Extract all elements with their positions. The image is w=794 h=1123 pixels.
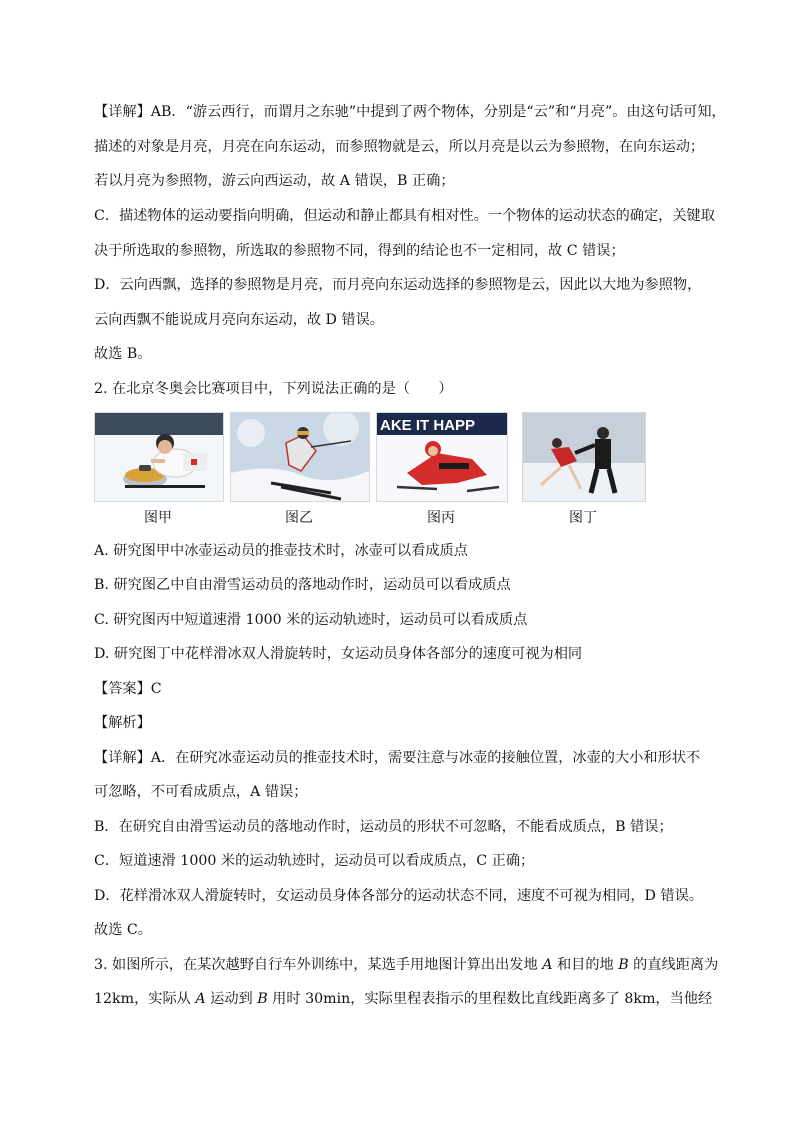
text-line: C．描述物体的运动要指向明确，但运动和静止都具有相对性。一个物体的运动状态的确定，关键取 bbox=[94, 208, 715, 224]
option-a: A. 研究图甲中冰壶运动员的推壶技术时，冰壶可以看成质点 bbox=[94, 543, 468, 559]
analysis-line: C．短道速滑 1000 米的运动轨迹时，运动员可以看成质点，C 正确； bbox=[94, 853, 535, 869]
analysis-line: 【详解】A．在研究冰壶运动员的推壶技术时，需要注意与冰壶的接触位置，冰壶的大小和形状不 bbox=[94, 750, 701, 766]
figure-caption: 图丁 bbox=[569, 510, 597, 526]
figure-curling-photo bbox=[94, 412, 224, 502]
question-2-stem: 2. 在北京冬奥会比赛项目中，下列说法正确的是（ ） bbox=[94, 381, 453, 397]
figure-skiing-photo bbox=[230, 412, 370, 502]
analysis-line: D．花样滑冰双人滑旋转时，女运动员身体各部分的运动状态不同，速度不可视为相同，D 错误。 bbox=[94, 888, 703, 904]
option-b: B. 研究图乙中自由滑雪运动员的落地动作时，运动员可以看成质点 bbox=[94, 577, 511, 593]
figure-caption: 图丙 bbox=[427, 510, 455, 526]
analysis-line: 故选 C。 bbox=[94, 922, 152, 938]
question-3-line-1: 3. 如图所示，在某次越野自行车外训练中，某选手用地图计算出出发地 A 和目的地 B 的直线距离为 bbox=[94, 957, 719, 973]
text-line: 决于所选取的参照物，所选取的参照物不同，得到的结论也不一定相同，故 C 错误； bbox=[94, 243, 625, 259]
analysis-heading: 【解析】 bbox=[94, 715, 151, 731]
text-line: 云向西飘不能说成月亮向东运动，故 D 错误。 bbox=[94, 312, 384, 328]
figure-speed-skating-photo bbox=[376, 412, 508, 502]
question-3-line-2: 12km，实际从 A 运动到 B 用时 30min，实际里程表指示的里程数比直线距离多了 8km，当他经 bbox=[94, 991, 713, 1007]
text-line: D．云向西飘，选择的参照物是月亮，而月亮向东运动选择的参照物是云，因此以大地为参照物， bbox=[94, 277, 702, 293]
figure-caption: 图甲 bbox=[144, 510, 172, 526]
analysis-line: 可忽略，不可看成质点，A 错误； bbox=[94, 784, 308, 800]
text-line: 描述的对象是月亮，月亮在向东运动，而参照物就是云，所以月亮是以云为参照物，在向东运动； bbox=[94, 139, 705, 155]
answer-line: 【答案】C bbox=[94, 681, 162, 697]
banner-text: AKE IT HAPP bbox=[380, 417, 476, 434]
option-d: D. 研究图丁中花样滑冰双人滑旋转时，女运动员身体各部分的速度可视为相同 bbox=[94, 646, 583, 662]
text-line: 故选 B。 bbox=[94, 346, 152, 362]
figure-caption: 图乙 bbox=[285, 510, 313, 526]
text-line: 【详解】AB．“游云西行，而谓月之东驰”中提到了两个物体，分别是“云”和“月亮”。由这句话可知， bbox=[94, 104, 726, 120]
analysis-line: B．在研究自由滑雪运动员的落地动作时，运动员的形状不可忽略，不能看成质点，B 错误； bbox=[94, 819, 673, 835]
figure-figure-skating-photo bbox=[522, 412, 646, 502]
option-c: C. 研究图丙中短道速滑 1000 米的运动轨迹时，运动员可以看成质点 bbox=[94, 612, 528, 628]
text-line: 若以月亮为参照物，游云向西运动，故 A 错误，B 正确； bbox=[94, 173, 455, 189]
